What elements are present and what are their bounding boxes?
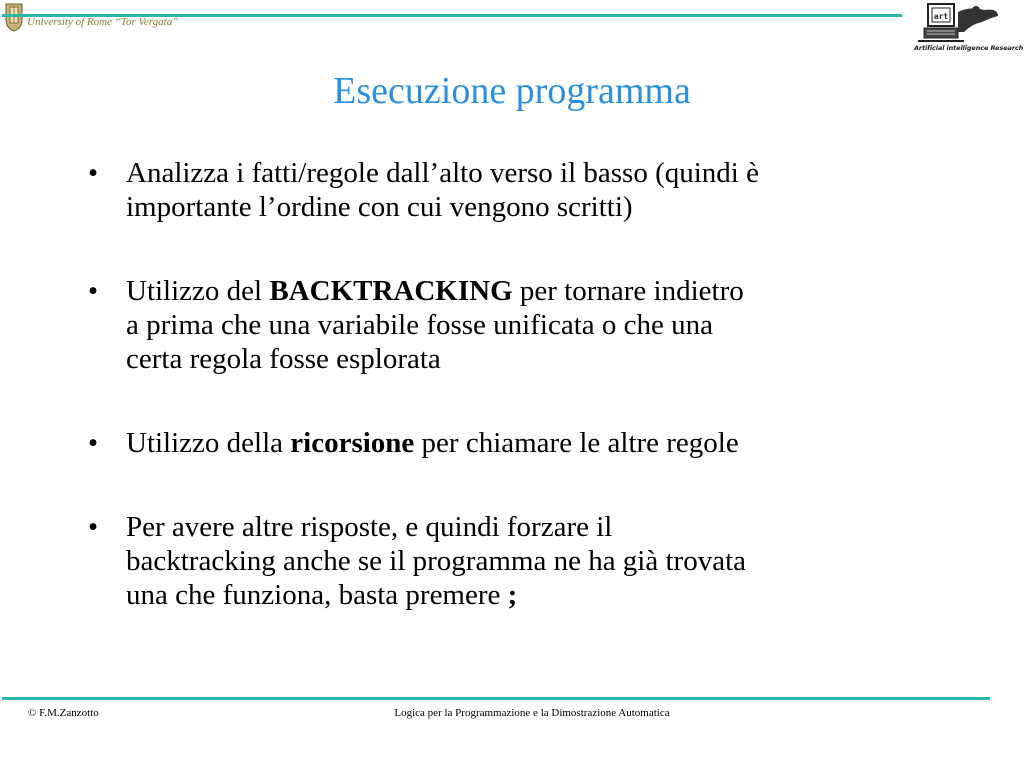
university-name: University of Rome “Tor Vergata” <box>27 16 179 28</box>
bullet-1-line-2: importante l’ordine con cui vengono scritti) <box>126 191 633 223</box>
bullet-2-bold: BACKTRACKING <box>269 275 513 307</box>
bullet-2-post: per tornare indietro <box>512 275 744 307</box>
bullet-2-pre: Utilizzo del <box>126 275 270 307</box>
bullet-1-line-1: Analizza i fatti/regole dall’alto verso il basso (quindi è <box>126 157 759 189</box>
bullet-list <box>88 156 948 612</box>
bullet-4-line-3 <box>126 578 948 612</box>
bullet-4-line-3-bold: ; <box>507 579 518 611</box>
bullet-dot-icon: • <box>88 275 99 307</box>
footer-rule <box>2 697 990 700</box>
bullet-item-4 <box>88 510 948 612</box>
bullet-item-3 <box>88 426 948 460</box>
bullet-item-2 <box>88 274 948 376</box>
art-logo-text: art <box>933 12 949 21</box>
slide-title: Esecuzione programma <box>333 70 691 112</box>
footer-author: © F.M.Zanzotto <box>28 707 99 719</box>
bullet-3-bold: ricorsione <box>290 427 415 459</box>
bullet-4-line-3-pre: una che funziona, basta premere <box>126 579 508 611</box>
bullet-item-1 <box>88 156 948 224</box>
bullet-dot-icon: • <box>88 157 99 189</box>
university-shield-icon <box>4 2 24 32</box>
footer-course-title: Logica per la Programmazione e la Dimostrazione Automatica <box>394 707 670 719</box>
bullet-2-line-3: certa regola fosse esplorata <box>126 343 441 375</box>
bullet-4-line-1: Per avere altre risposte, e quindi forzare il <box>126 511 613 543</box>
bullet-dot-icon: • <box>88 427 99 459</box>
bullet-3-pre: Utilizzo della <box>126 427 291 459</box>
bullet-2-line-2: a prima che una variabile fosse unificata o che una <box>126 309 713 341</box>
bullet-2-line-1 <box>126 274 948 308</box>
bullet-3-line-1 <box>126 426 948 460</box>
bullet-dot-icon: • <box>88 511 99 543</box>
art-caption: Artificial intelligence Research <box>914 44 1024 52</box>
bullet-4-line-2: backtracking anche se il programma ne ha già trovata <box>126 545 747 577</box>
bullet-3-post: per chiamare le altre regole <box>414 427 739 459</box>
